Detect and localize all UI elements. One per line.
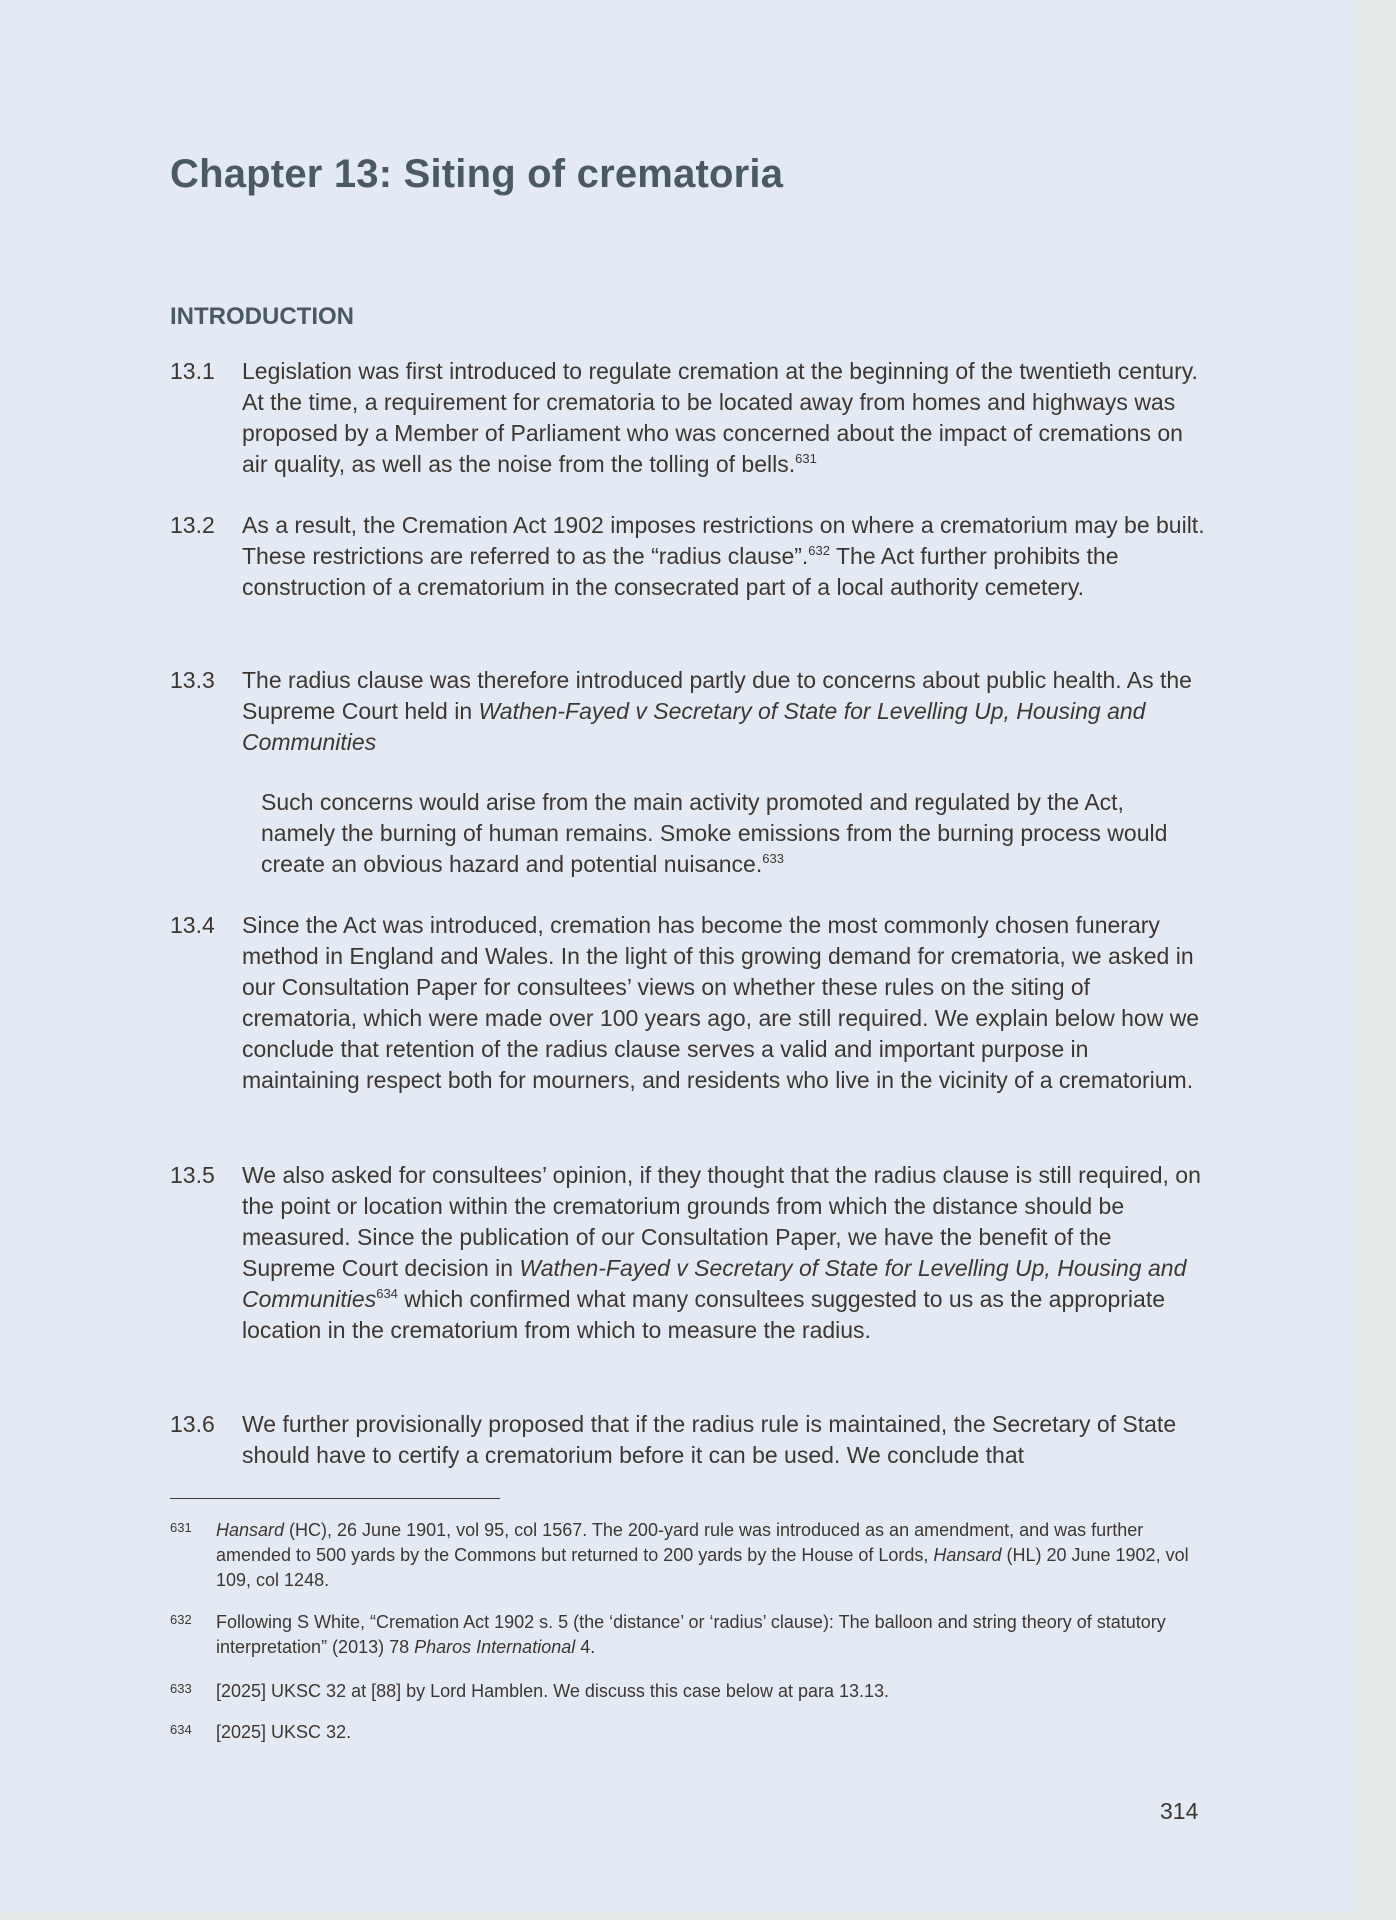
paragraph-13-6 <box>170 1409 1210 1471</box>
footnote-italic: Hansard <box>933 1545 1002 1565</box>
paragraph-number: 13.2 <box>170 512 215 538</box>
footnote-text: [2025] UKSC 32. <box>216 1722 352 1742</box>
paragraph-text: We further provisionally proposed that if the radius rule is maintained, the Secretary of State should have to certify a crematorium before it can be used. We conclude that <box>242 1411 1177 1468</box>
footnote-text-run: (HL) 20 June 1902, vol 109, col 1248. <box>216 1545 1189 1590</box>
paragraph-number: 13.3 <box>170 667 215 693</box>
block-quote <box>261 787 1181 880</box>
footnote-italic: Hansard <box>216 1520 285 1540</box>
footnote-text-run: 4. <box>575 1637 596 1657</box>
paragraph-13-2 <box>170 510 1210 603</box>
paragraph-number: 13.4 <box>170 912 215 938</box>
paragraph-text-run: Legislation was first introduced to regulate cremation at the beginning of the twentieth century. At the time, a requirement for crematoria to be located away from homes and highways was proposed by a Member of Parliament who was concerned about the impact of cremations on air quality, as well as the noise from the tolling of bells. <box>242 358 1198 477</box>
quote-text: Such concerns would arise from the main activity promoted and regulated by the Act, namely the burning of human remains. Smoke emissions from the burning process would create an obvious hazard and potential nuisance. <box>261 789 1168 877</box>
footnote-text <box>216 1518 1210 1593</box>
paragraph-text-run: The radius clause was therefore introduced partly due to concerns about public health. As the Supreme Court held in <box>242 667 1192 724</box>
paragraph-13-5 <box>170 1160 1210 1346</box>
section-heading: INTRODUCTION <box>170 303 354 330</box>
footnote-text-run: (HC), 26 June 1901, vol 95, col 1567. The 200-yard rule was introduced as an amendment, and was further amended to 500 yards by the Commons but returned to 200 yards by the House of Lords, <box>216 1520 1144 1565</box>
paragraph-number: 13.5 <box>170 1162 215 1188</box>
footnote-number: 632 <box>170 1612 192 1627</box>
footnote-number: 631 <box>170 1520 192 1535</box>
footnote-number: 634 <box>170 1722 192 1737</box>
paragraph-text-run: As a result, the Cremation Act 1902 imposes restrictions on where a crematorium may be built. These restrictions are referred to as the “radius clause”. <box>242 512 1205 569</box>
paragraph-text <box>242 665 1210 758</box>
paragraph-text <box>242 510 1210 603</box>
paragraph-text-run: We also asked for consultees’ opinion, if they thought that the radius clause is still required, on the point or location within the crematorium grounds from which the distance should be measured. Since the publication of our Consultation Paper, we have the benefit of the Supreme Court decision in <box>242 1162 1201 1281</box>
footnote-ref[interactable]: 631 <box>795 451 817 466</box>
paragraph-number: 13.1 <box>170 358 215 384</box>
paragraph-text-run: which confirmed what many consultees suggested to us as the appropriate location in the crematorium from which to measure the radius. <box>242 1286 1166 1343</box>
footnote-634 <box>170 1720 1210 1745</box>
footnote-separator <box>170 1498 500 1499</box>
paragraph-13-4 <box>170 910 1210 1096</box>
paragraph-13-3 <box>170 665 1210 758</box>
footnote-633 <box>170 1679 1210 1704</box>
footnote-text-run: Following S White, “Cremation Act 1902 s. 5 (the ‘distance’ or ‘radius’ clause): The balloon and string theory of statutory interpretation” (2013) 78 <box>216 1612 1166 1657</box>
footnote-ref[interactable]: 634 <box>376 1286 398 1301</box>
footnote-631 <box>170 1518 1210 1593</box>
paragraph-text <box>242 1160 1210 1346</box>
footnote-text: [2025] UKSC 32 at [88] by Lord Hamblen. We discuss this case below at para 13.13. <box>216 1681 890 1701</box>
footnote-italic: Pharos International <box>414 1637 576 1657</box>
footnote-ref[interactable]: 633 <box>762 851 784 866</box>
footnote-text <box>216 1610 1210 1660</box>
paragraph-text <box>242 356 1210 480</box>
footnote-number: 633 <box>170 1681 192 1696</box>
page-number: 314 <box>1160 1798 1199 1824</box>
case-name: Wathen-Fayed v Secretary of State for Levelling Up, Housing and Communities <box>242 1255 1187 1312</box>
paragraph-text-run: The Act further prohibits the construction of a crematorium in the consecrated part of a local authority cemetery. <box>242 543 1119 600</box>
paragraph-text: Since the Act was introduced, cremation has become the most commonly chosen funerary method in England and Wales. In the light of this growing demand for crematoria, we asked in our Consultation Paper for consultees’ views on whether these rules on the siting of crematoria, which were made over 100 years ago, are still required. We explain below how we conclude that retention of the radius clause serves a valid and important purpose in maintaining respect both for mourners, and residents who live in the vicinity of a crematorium. <box>242 912 1200 1093</box>
case-name: Wathen-Fayed v Secretary of State for Levelling Up, Housing and Communities <box>242 698 1146 755</box>
paragraph-13-1 <box>170 356 1210 480</box>
chapter-title: Chapter 13: Siting of crematoria <box>170 152 784 196</box>
footnote-ref[interactable]: 632 <box>808 543 830 558</box>
footnote-632 <box>170 1610 1210 1660</box>
paragraph-number: 13.6 <box>170 1411 215 1437</box>
